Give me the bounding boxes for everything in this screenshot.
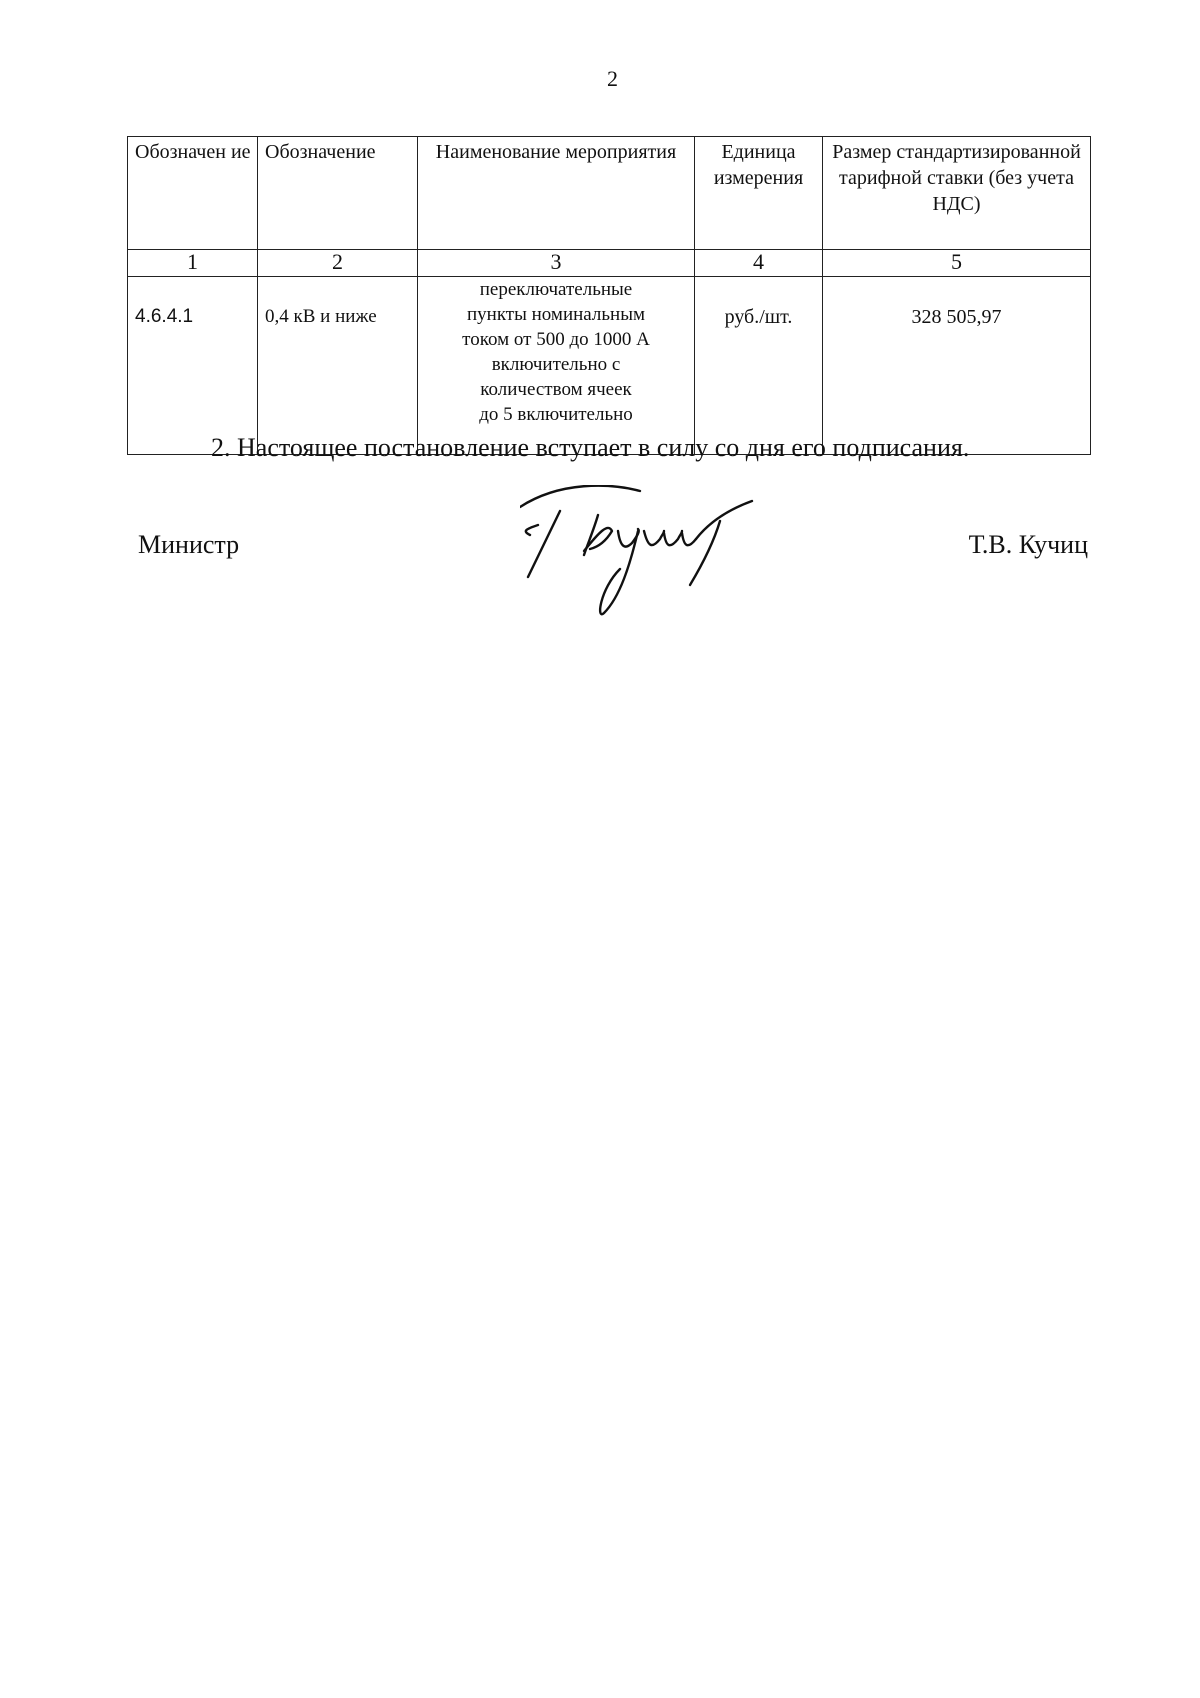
row-name (418, 277, 695, 455)
signatory-role: Министр (138, 530, 240, 559)
row-name-line: пункты номинальным (466, 304, 645, 325)
table-row (128, 277, 1091, 455)
row-value: 328 505,97 (823, 277, 1091, 455)
row-name-line: количеством ячеек (480, 379, 632, 400)
header-cell: Размер стандартизированной тарифной ставки (без учета НДС) (823, 137, 1091, 250)
column-number: 1 (128, 250, 258, 277)
column-number: 2 (258, 250, 418, 277)
handwritten-signature (520, 485, 780, 635)
row-voltage: 0,4 кВ и ниже (258, 277, 418, 455)
effective-clause: 2. Настоящее постановление вступает в силу со дня его подписания. (211, 433, 970, 462)
header-cell: Наименование мероприятия (418, 137, 695, 250)
row-name-line: до 5 включительно (479, 404, 633, 425)
column-number: 4 (695, 250, 823, 277)
header-cell: Единица измерения (695, 137, 823, 250)
row-name-line: включительно с (491, 354, 621, 375)
row-name-line: переключательные (479, 279, 633, 300)
row-code: 4.6.4.1 (128, 277, 258, 455)
header-cell: Обозначен ие (128, 137, 258, 250)
column-number: 5 (823, 250, 1091, 277)
column-number-row (128, 250, 1091, 277)
header-cell: Обозначение (258, 137, 418, 250)
row-name-line: током от 500 до 1000 А (462, 329, 650, 350)
row-unit: руб./шт. (695, 277, 823, 455)
page-number: 2 (607, 66, 618, 91)
table-header-row (128, 137, 1091, 250)
signatory-name: Т.В. Кучиц (968, 530, 1088, 559)
column-number: 3 (418, 250, 695, 277)
tariff-table (127, 136, 1091, 455)
